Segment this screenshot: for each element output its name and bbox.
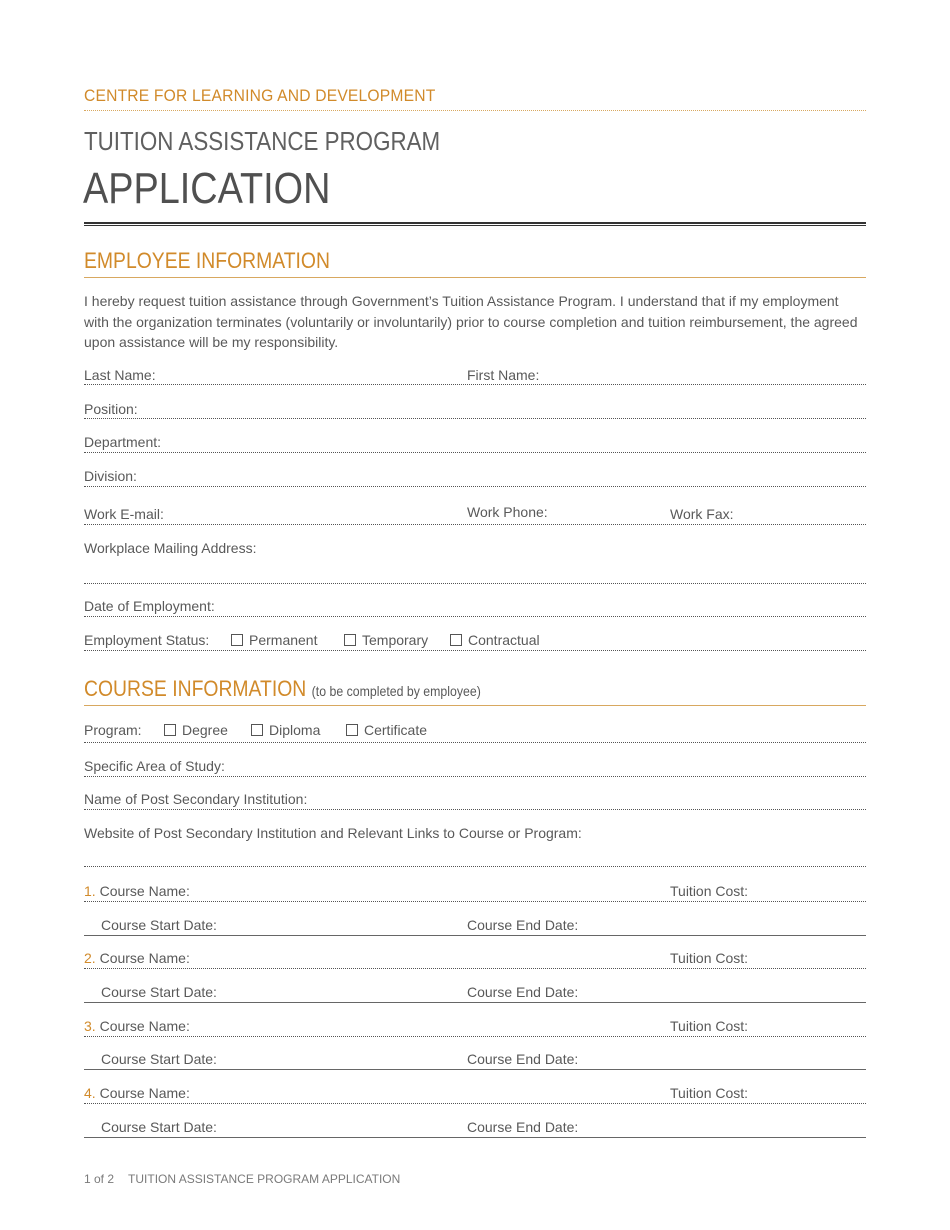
course-1-dates-line[interactable] — [84, 935, 866, 936]
program-diploma-option[interactable]: Diploma — [251, 722, 320, 738]
employment-status-label: Employment Status: — [84, 632, 210, 648]
course-3-end-label: Course End Date: — [467, 1051, 579, 1067]
checkbox[interactable] — [344, 634, 356, 646]
program-certificate-option[interactable]: Certificate — [346, 722, 427, 738]
employment-status-line — [84, 650, 866, 651]
institution-field-line[interactable] — [84, 809, 866, 810]
mailing-address-field-line[interactable] — [84, 583, 866, 584]
program-degree-option[interactable]: Degree — [164, 722, 228, 738]
date-of-employment-field-line[interactable] — [84, 616, 866, 617]
work-phone-label: Work Phone: — [467, 504, 548, 520]
work-fax-label: Work Fax: — [670, 506, 734, 522]
department-label: Department: — [84, 434, 162, 450]
course-1-name-label: 1. Course Name: — [84, 883, 190, 899]
contact-field-line[interactable] — [84, 524, 866, 525]
course-4-name-label: 4. Course Name: — [84, 1085, 190, 1101]
course-3-name-line[interactable] — [84, 1036, 866, 1037]
program-line — [84, 742, 866, 743]
checkbox[interactable] — [450, 634, 462, 646]
division-field-line[interactable] — [84, 486, 866, 487]
course-4-start-label: Course Start Date: — [101, 1119, 217, 1135]
course-2-name-label: 2. Course Name: — [84, 950, 190, 966]
course-section-divider — [84, 705, 866, 706]
department-field-line[interactable] — [84, 452, 866, 453]
course-3-start-label: Course Start Date: — [101, 1051, 217, 1067]
course-2-name-line[interactable] — [84, 968, 866, 969]
mailing-address-label: Workplace Mailing Address: — [84, 540, 257, 556]
checkbox[interactable] — [251, 724, 263, 736]
employee-declaration: I hereby request tuition assistance through Government’s Tuition Assistance Program. I understand that if my employment with the organization terminates (voluntarily or involuntarily) prior to course completion and tuition reimbursement, the agreed upon assistance will be my responsibility. — [84, 293, 858, 350]
institution-label: Name of Post Secondary Institution: — [84, 791, 308, 807]
checkbox[interactable] — [231, 634, 243, 646]
date-of-employment-label: Date of Employment: — [84, 598, 215, 614]
course-2-start-label: Course Start Date: — [101, 984, 217, 1000]
course-4-end-label: Course End Date: — [467, 1119, 579, 1135]
course-4-name-line[interactable] — [84, 1103, 866, 1104]
course-1-tuition-label: Tuition Cost: — [670, 883, 749, 899]
form-title-line1: TUITION ASSISTANCE PROGRAM — [84, 126, 441, 156]
course-3-dates-line[interactable] — [84, 1069, 866, 1070]
checkbox[interactable] — [346, 724, 358, 736]
course-1-name-line[interactable] — [84, 901, 866, 902]
employee-section-divider — [84, 277, 866, 278]
last-name-label: Last Name: — [84, 367, 156, 383]
program-label: Program: — [84, 722, 142, 738]
org-divider — [84, 110, 866, 111]
course-section-note: (to be completed by employee) — [311, 683, 481, 699]
area-of-study-label: Specific Area of Study: — [84, 758, 225, 774]
status-permanent-option[interactable]: Permanent — [231, 632, 317, 648]
name-field-line[interactable] — [84, 384, 866, 385]
website-field-line[interactable] — [84, 866, 866, 867]
website-label: Website of Post Secondary Institution and Relevant Links to Course or Program: — [84, 825, 582, 841]
course-section-heading: COURSE INFORMATION (to be completed by employee) — [84, 676, 481, 701]
course-1-end-label: Course End Date: — [467, 917, 579, 933]
status-temporary-option[interactable]: Temporary — [344, 632, 428, 648]
course-3-name-label: 3. Course Name: — [84, 1018, 190, 1034]
first-name-label: First Name: — [467, 367, 540, 383]
course-2-dates-line[interactable] — [84, 1002, 866, 1003]
course-2-tuition-label: Tuition Cost: — [670, 950, 749, 966]
employee-section-heading: EMPLOYEE INFORMATION — [84, 248, 330, 273]
position-label: Position: — [84, 401, 138, 417]
position-field-line[interactable] — [84, 418, 866, 419]
page-number: 1 of 2 — [84, 1172, 115, 1186]
area-of-study-field-line[interactable] — [84, 776, 866, 777]
page-footer — [84, 1172, 400, 1186]
checkbox[interactable] — [164, 724, 176, 736]
title-double-divider — [84, 222, 866, 226]
status-contractual-option[interactable]: Contractual — [450, 632, 540, 648]
work-email-label: Work E-mail: — [84, 506, 164, 522]
course-2-end-label: Course End Date: — [467, 984, 579, 1000]
footer-title: TUITION ASSISTANCE PROGRAM APPLICATION — [128, 1172, 401, 1186]
course-1-start-label: Course Start Date: — [101, 917, 217, 933]
course-4-dates-line[interactable] — [84, 1137, 866, 1138]
division-label: Division: — [84, 468, 137, 484]
course-4-tuition-label: Tuition Cost: — [670, 1085, 749, 1101]
organization-name: CENTRE FOR LEARNING AND DEVELOPMENT — [84, 86, 436, 105]
course-3-tuition-label: Tuition Cost: — [670, 1018, 749, 1034]
form-title-line2: APPLICATION — [83, 164, 331, 213]
